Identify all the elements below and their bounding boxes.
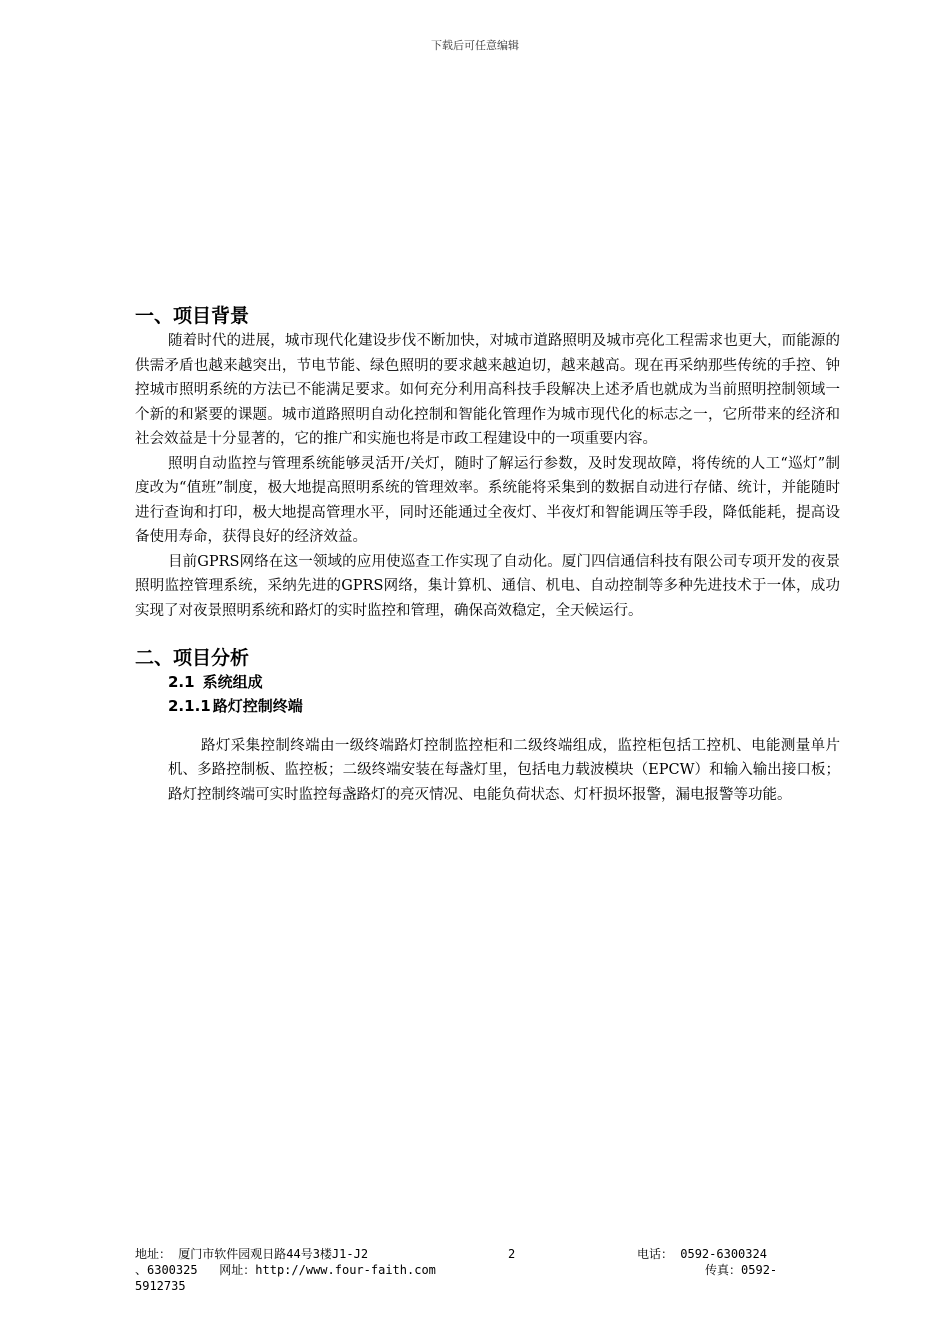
subsection-title: 系统组成	[202, 673, 263, 691]
page-footer	[135, 1246, 785, 1294]
section-title-analysis: 二、项目分析	[135, 647, 250, 669]
paragraph-background-3: 目前GPRS网络在这一领域的应用使巡查工作实现了自动化。厦门四信通信科技有限公司专项开发的夜景照明监控管理系统，采纳先进的GPRS网络，集计算机、通信、机电、自动控制等多种先进技术于一体，成功实现了对夜景照明系统和路灯的实时监控和管理，确保高效稳定，全天候运行。	[135, 553, 840, 619]
subsection-heading	[168, 671, 840, 693]
subsubsection-number: 2.1.1	[168, 697, 211, 715]
paragraph-terminal: 路灯采集控制终端由一级终端路灯控制监控柜和二级终端组成，监控柜包括工控机、电能测量单片机、多路控制板、监控板；二级终端安装在每盏灯里，包括电力载波模块（EPCW）和输入输出接口板；路灯控制终端可实时监控每盏路灯的亮灭情况、电能负荷状态、灯杆损坏报警，漏电报警等功能。	[168, 737, 840, 803]
footer-line-3: 5912735	[135, 1279, 186, 1293]
paragraph-background-2: 照明自动监控与管理系统能够灵活开/关灯，随时了解运行参数，及时发现故障，将传统的人工“巡灯”制度改为“值班”制度，极大地提高照明系统的管理效率。系统能将采集到的数据自动进行存储、统计，并能随时进行查询和打印，极大地提高管理水平，同时还能通过全夜灯、半夜灯和智能调压等手段，降低能耗，提高设备使用寿命，获得良好的经济效益。	[135, 455, 840, 545]
page-number: 2	[508, 1247, 516, 1261]
subsection-number: 2.1	[168, 673, 195, 691]
address-text: 厦门市软件园观日路44号3楼J1-J2	[178, 1247, 369, 1261]
address-label: 地址：	[135, 1247, 172, 1261]
phone-label: 电话：	[637, 1247, 674, 1261]
footer-line-1	[135, 1246, 785, 1262]
paragraph-background-1: 随着时代的进展，城市现代化建设步伐不断加快，对城市道路照明及城市亮化工程需求也更大，而能源的供需矛盾也越来越突出，节电节能、绿色照明的要求越来越迫切，越来越高。现在再采纳那些传统的手控、钟控城市照明系统的方法已不能满足要求。如何充分利用高科技手段解决上述矛盾也就成为当前照明控制领域一个新的和紧要的课题。城市道路照明自动化控制和智能化管理作为城市现代化的标志之一，它所带来的经济和社会效益是十分显著的，它的推广和实施也将是市政工程建设中的一项重要内容。	[135, 333, 840, 447]
website-link[interactable]: http://www.four-faith.com	[255, 1263, 436, 1277]
section-title-background: 一、项目背景	[135, 305, 250, 327]
subsubsection-heading	[168, 693, 840, 719]
document-body	[135, 303, 840, 822]
website-label: 网址：	[219, 1263, 256, 1277]
page-header-note: 下载后可任意编辑	[431, 39, 519, 52]
phone-continued: 、6300325	[135, 1263, 198, 1277]
fax-text: 0592-	[741, 1263, 778, 1277]
section-spacer	[135, 623, 840, 645]
subsubsection-title: 路灯控制终端	[212, 697, 303, 715]
footer-line-2	[135, 1262, 785, 1278]
phone-text: 0592-6300324	[680, 1247, 767, 1261]
fax-label: 传真：	[705, 1263, 742, 1277]
